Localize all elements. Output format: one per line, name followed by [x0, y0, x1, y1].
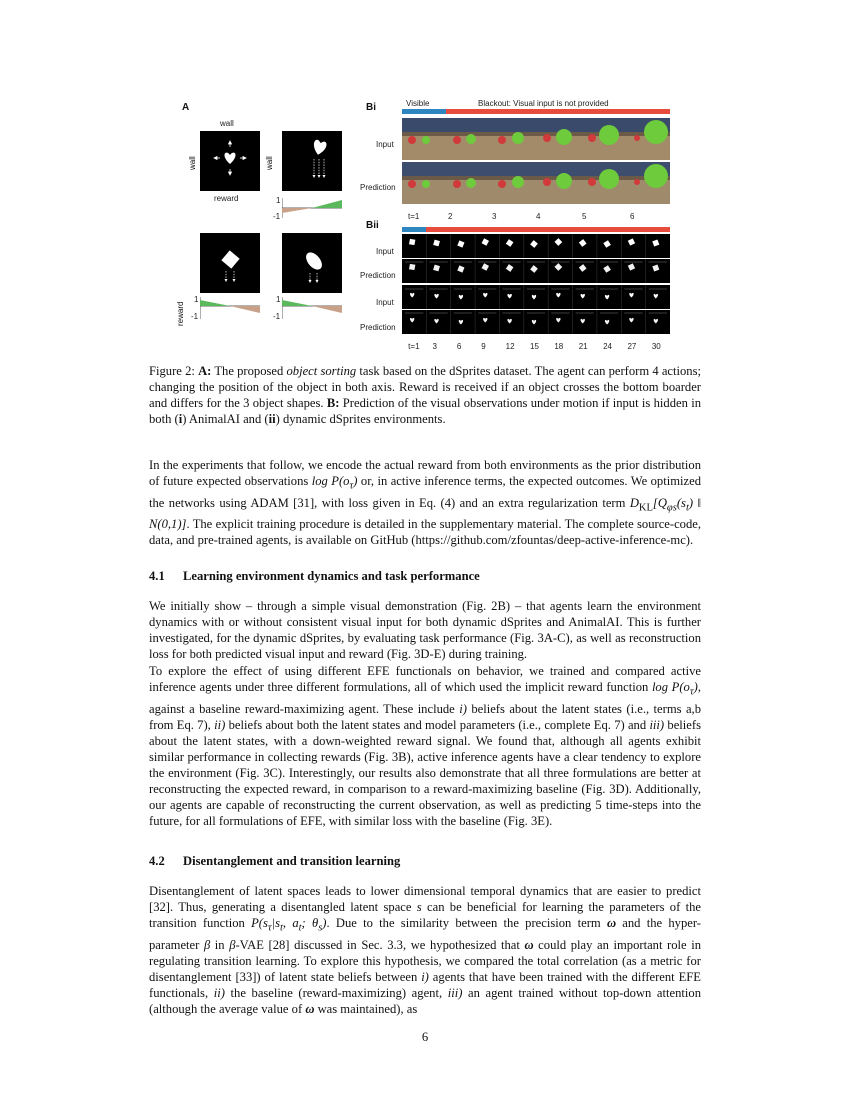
bii-blackout-bar — [426, 227, 670, 232]
square-sprite — [506, 239, 514, 247]
tick-minus-one: -1 — [273, 212, 281, 221]
math: , a — [282, 916, 299, 930]
page-number: 6 — [421, 1030, 429, 1044]
caption-ii: ii — [268, 412, 276, 426]
heart-sprite — [434, 294, 438, 299]
caption-text: Prediction of the visual observations under motion if input is hidden in both ( — [149, 396, 701, 426]
bi-input-strip — [402, 118, 670, 160]
heart-sprite — [605, 320, 609, 325]
heart-sprite — [507, 319, 511, 324]
square-sprite — [554, 263, 562, 271]
visible-label: Visible — [406, 99, 430, 108]
square-sprite — [603, 240, 611, 248]
arena-ellipse-falling — [282, 233, 342, 293]
enum: i) — [421, 969, 429, 984]
bi-input-label: Input — [376, 140, 394, 149]
math: |s — [271, 916, 280, 930]
square-sprite — [652, 264, 659, 271]
enum: iii) — [447, 985, 463, 1000]
text: beliefs about both the latent states and model parameters (i.e., complete Eq. 7) and — [225, 717, 650, 732]
paragraph-3 — [149, 663, 701, 829]
square-sprite — [530, 265, 538, 273]
math: (s — [676, 495, 686, 510]
text: , against a baseline reward-maximizing agent. These include — [149, 680, 701, 716]
math: [Q — [652, 495, 667, 510]
bii-prediction-2-strip — [402, 310, 670, 334]
math: s — [416, 900, 422, 914]
heart-sprite — [507, 294, 511, 299]
heart-sprite — [581, 294, 585, 299]
text: was maintained), as — [314, 1001, 418, 1016]
math: log P(o — [651, 680, 690, 694]
math: t — [298, 922, 302, 934]
text: in — [210, 937, 230, 952]
square-sprite — [628, 238, 635, 245]
bii-prediction-1-label: Prediction — [360, 271, 396, 280]
enum: i) — [459, 701, 467, 716]
bii-timestep-label: 27 — [627, 342, 637, 351]
tick-one: 1 — [276, 196, 281, 205]
caption-text: ) dynamic dSprites environments. — [275, 412, 446, 426]
math: τ — [267, 922, 272, 934]
square-sprite — [482, 263, 489, 270]
text: To explore the effect of using different EFE functionals on behavior, we trained and compared active inference agents under three different formulations, all of which used the implicit reward function — [149, 664, 701, 694]
heart-sprite — [629, 293, 633, 298]
bii-input-1-label: Input — [376, 247, 394, 256]
math: ) — [353, 474, 358, 488]
math: β — [229, 937, 236, 952]
panel-a-label: A — [182, 102, 190, 113]
heart-sprite — [532, 320, 536, 325]
enum: ii) — [214, 717, 226, 732]
figure-2 — [170, 96, 680, 358]
caption-text: ) AnimalAI and ( — [182, 412, 269, 426]
heart-sprite — [629, 318, 633, 323]
math: β — [203, 937, 211, 952]
square-sprite — [603, 265, 611, 273]
bi-timestep-label: t=1 — [408, 212, 420, 221]
math: ω — [606, 916, 617, 930]
math: ω — [524, 937, 534, 952]
paragraph-2: We initially show – through a simple visual demonstration (Fig. 2B) – that agents learn the environment dynamics with or without consistent visual input for both dynamic dSprites and AnimalAI. This is further investigated, for the dynamic dSprites, by evaluating task performance (Fig. 3A-C), as well as reconstruction loss for both predicted visual input and reward (Fig. 3D-E) during training. — [149, 599, 701, 661]
text: . Due to the similarity between the precision term — [326, 916, 607, 930]
heart-sprite — [532, 295, 536, 300]
reward-plot-ellipse — [282, 297, 342, 319]
enum: iii) — [649, 717, 665, 732]
heart-sprite — [581, 319, 585, 324]
text: an agent trained without top-down attention (although the average value of — [149, 985, 701, 1016]
tick-one: 1 — [194, 295, 199, 304]
square-sprite — [530, 240, 538, 248]
section-4-2-heading — [149, 854, 400, 869]
text: can be beneficial for learning the parameters of the transition function — [149, 900, 702, 930]
heart-sprite — [410, 293, 414, 298]
wall-left-label: wall — [188, 156, 197, 170]
bii-timestep-label: 21 — [578, 342, 588, 351]
math: τ — [689, 686, 694, 698]
heart-sprite — [483, 318, 487, 323]
bi-timestep-label: 5 — [582, 212, 587, 221]
square-sprite — [506, 264, 514, 272]
heart-sprite — [459, 320, 463, 325]
enum: ii) — [213, 985, 225, 1000]
text: and the hyper-parameter — [149, 916, 701, 952]
text: In the experiments that follow, we encode the actual reward from both environments as the prior distribution of future expected observations — [149, 458, 701, 488]
text: or, in active inference terms, the expected outcomes. We optimized the networks using ADAM [31], with loss given in Eq. (4) and an extra regularization term — [149, 474, 701, 510]
caption-b-label: B: — [326, 396, 340, 410]
bii-timestep-label: 24 — [603, 342, 612, 351]
blackout-label: Blackout: Visual input is not provided — [478, 99, 609, 108]
text: agents that have been trained with the different EFE functionals, — [149, 969, 701, 1000]
tick-one: 1 — [276, 295, 281, 304]
caption-emphasis: object sorting — [286, 364, 357, 378]
arena-heart-falling — [282, 131, 342, 191]
bii-timestep-label: t=1 — [408, 342, 420, 351]
reward-plot-heart — [282, 198, 342, 218]
square-sprite — [433, 240, 440, 247]
wall-top-label: wall — [220, 119, 234, 128]
bii-prediction-1-strip — [402, 259, 670, 283]
caption-i: i — [178, 412, 183, 426]
bii-timestep-label: 6 — [456, 342, 462, 351]
reward-bottom-label: reward — [214, 194, 239, 203]
math: τ — [349, 480, 354, 492]
caption-text: The proposed — [211, 364, 287, 378]
square-sprite — [457, 240, 464, 247]
math: ω — [305, 1001, 315, 1016]
bii-timestep-label: 30 — [651, 342, 661, 351]
caption-fig-label: Figure 2: — [149, 364, 195, 378]
heart-sprite — [410, 318, 414, 323]
text: the baseline (reward-maximizing) agent, — [224, 985, 448, 1000]
visible-bar — [402, 109, 446, 114]
caption-a-label: A: — [198, 364, 212, 378]
math: D — [629, 495, 639, 510]
square-sprite — [652, 239, 659, 246]
math: ) — [322, 916, 327, 930]
blackout-bar — [446, 109, 670, 114]
math: t — [685, 502, 689, 514]
math: ) — [693, 680, 698, 694]
tick-minus-one: -1 — [191, 312, 199, 321]
bii-visible-bar — [402, 227, 426, 232]
section-title: Learning environment dynamics and task performance — [183, 569, 480, 583]
heart-sprite — [483, 293, 487, 298]
square-sprite — [554, 238, 562, 246]
bii-input-2-strip — [402, 285, 670, 309]
section-number: 4.1 — [149, 569, 165, 583]
math: s — [318, 922, 323, 934]
text: beliefs about the latent states, with a down-weighted reward signal. We found that, although all agents exhibit similar performance in collecting rewards (Fig. 3B), active inference agents have a clear tendency to explore the environment (Fig. 3C). Interestingly, our results also demonstrate that all three formulations are better at reconstructing the expected reward, in comparison to a reward-maximizing baseline (Fig. 3D). Additionally, our agents are capable of reconstructing the current observation, as well as predicting 5 time-steps into the future, for all formulations of EFE, with similar loss with the baseline (Fig. 3E). — [149, 717, 701, 828]
heart-sprite — [654, 319, 658, 324]
square-sprite — [628, 263, 635, 270]
bii-timestep-label: 3 — [432, 342, 437, 351]
heart-sprite — [556, 318, 560, 323]
math: ; θ — [301, 916, 319, 930]
heart-sprite — [434, 319, 438, 324]
bii-prediction-2-label: Prediction — [360, 323, 396, 332]
bi-prediction-label: Prediction — [360, 183, 396, 192]
section-number: 4.2 — [149, 854, 165, 868]
math: KL — [638, 502, 653, 514]
square-sprite — [409, 239, 415, 245]
section-4-1-heading — [149, 569, 480, 584]
section-title: Disentanglement and transition learning — [183, 854, 401, 868]
text: could play an important role in regulating transition learning. To explore this hypothesis, we compared the total correlation (as a metric for disentanglement [33]) of latent state beliefs between — [149, 937, 701, 984]
caption-text: task based on the dSprites dataset. The agent can perform 4 actions; changing the position of the object in both axis. Reward is received if an object crosses the bottom boarder and differs for the 3 object shapes. — [149, 364, 701, 410]
math: φs — [666, 502, 677, 514]
square-sprite — [482, 238, 489, 245]
square-sprite — [409, 264, 415, 270]
reward-plot-square — [200, 297, 260, 319]
square-sprite — [579, 264, 587, 272]
figure-caption — [149, 363, 701, 427]
bii-timestep-label: 12 — [505, 342, 515, 351]
text: beliefs about the latent states (i.e., terms a,b from Eq. 7), — [149, 701, 701, 732]
math: ) ‖ N(0,1)] — [149, 495, 701, 532]
panel-bii-label: Bii — [366, 220, 379, 231]
panel-bi-label: Bi — [366, 102, 376, 113]
square-sprite — [457, 265, 464, 272]
paragraph-1 — [149, 457, 701, 548]
heart-sprite — [654, 294, 658, 299]
bi-timestep-label: 3 — [492, 212, 497, 221]
reward-axis-label: reward — [176, 301, 185, 326]
bii-input-1-strip — [402, 234, 670, 258]
bi-timestep-label: 6 — [630, 212, 635, 221]
heart-sprite — [605, 295, 609, 300]
bii-timestep-label: 15 — [530, 342, 539, 351]
bi-timestep-label: 2 — [448, 212, 453, 221]
math: P(s — [251, 916, 268, 930]
arena-square-falling — [200, 233, 260, 293]
wall-right-label: wall — [265, 156, 274, 170]
text: Disentanglement of latent spaces leads to lower dimensional temporal dynamics that are easier to predict [32]. Thus, generating a disentangled latent space — [149, 884, 701, 914]
bii-input-2-label: Input — [376, 298, 394, 307]
tick-minus-one: -1 — [273, 312, 281, 321]
heart-sprite — [556, 293, 560, 298]
arena-heart-actions — [200, 131, 260, 191]
bii-timestep-label: 9 — [481, 342, 486, 351]
math: t — [280, 922, 283, 934]
paragraph-4 — [149, 883, 701, 1017]
bii-timestep-label: 18 — [554, 342, 564, 351]
heart-sprite — [459, 295, 463, 300]
square-sprite — [579, 239, 587, 247]
text: . The explicit training procedure is detailed in the supplementary material. The complete source-code, data, and pre-trained agents, is available on GitHub (https://github.com/zfountas/deep-active-inference-mc). — [149, 517, 701, 548]
text: -VAE [28] discussed in Sec. 3.3, we hypothesized that — [235, 937, 525, 952]
bi-prediction-strip — [402, 162, 670, 204]
square-sprite — [433, 265, 440, 272]
math: log P(o — [311, 474, 350, 488]
bi-timestep-label: 4 — [536, 212, 541, 221]
